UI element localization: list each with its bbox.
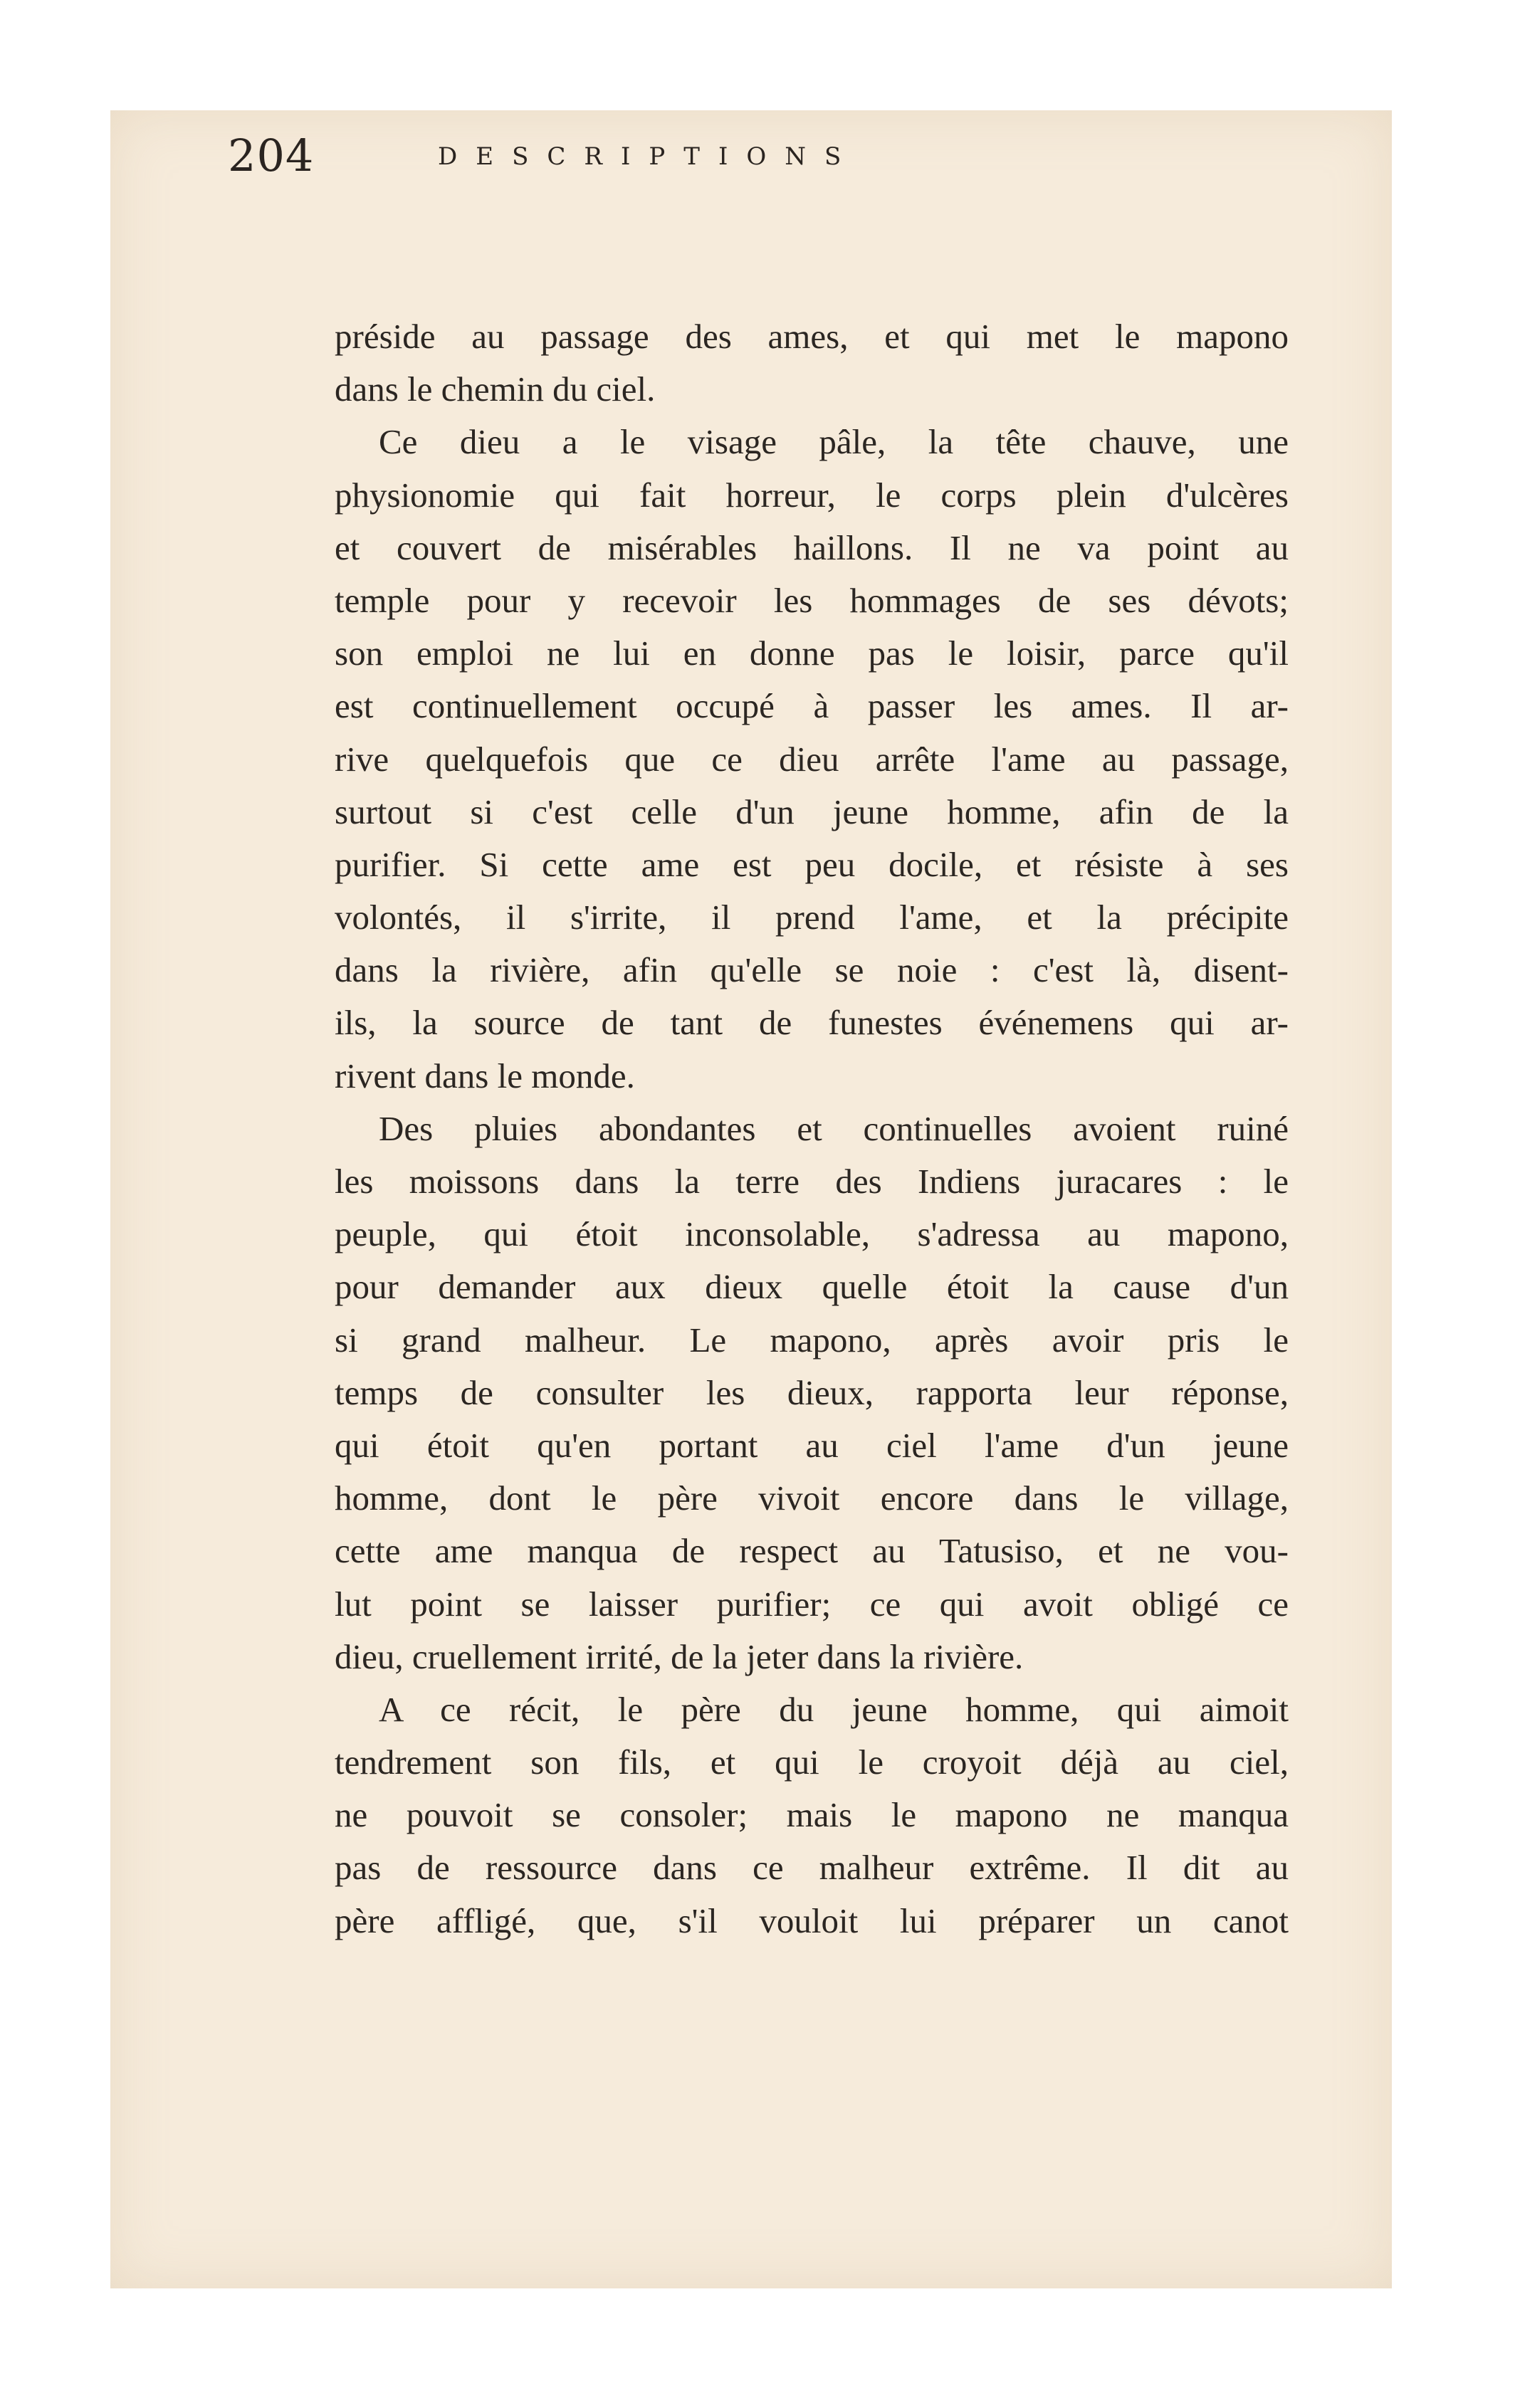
text-line: rive quelquefois que ce dieu arrête l'ame au passage, bbox=[335, 739, 1289, 779]
text-line: Des pluies abondantes et continuelles avoient ruiné bbox=[379, 1108, 1289, 1148]
text-line: ils, la source de tant de funestes événemens qui ar- bbox=[335, 1003, 1289, 1043]
text-line: Ce dieu a le visage pâle, la tête chauve, une bbox=[379, 422, 1289, 462]
text-line: homme, dont le père vivoit encore dans le village, bbox=[335, 1478, 1289, 1518]
text-line: est continuellement occupé à passer les ames. Il ar- bbox=[335, 686, 1289, 726]
text-line: dans le chemin du ciel. bbox=[335, 369, 656, 409]
text-line: pour demander aux dieux quelle étoit la cause d'un bbox=[335, 1267, 1289, 1307]
text-line: pas de ressource dans ce malheur extrême. Il dit au bbox=[335, 1848, 1289, 1888]
text-line: son emploi ne lui en donne pas le loisir, parce qu'il bbox=[335, 633, 1289, 673]
text-line: et couvert de misérables haillons. Il ne va point au bbox=[335, 527, 1289, 567]
running-head: DESCRIPTIONS bbox=[438, 142, 860, 171]
text-line: cette ame manqua de respect au Tatusiso, et ne vou- bbox=[335, 1531, 1289, 1571]
text-line: qui étoit qu'en portant au ciel l'ame d'un jeune bbox=[335, 1425, 1289, 1465]
text-line: tendrement son fils, et qui le croyoit déjà au ciel, bbox=[335, 1742, 1289, 1782]
text-line: ne pouvoit se consoler; mais le mapono ne manqua bbox=[335, 1795, 1289, 1835]
text-line: A ce récit, le père du jeune homme, qui aimoit bbox=[379, 1689, 1289, 1729]
text-line: dans la rivière, afin qu'elle se noie : c'est là, disent- bbox=[335, 950, 1289, 990]
text-line: rivent dans le monde. bbox=[335, 1056, 635, 1095]
text-line: peuple, qui étoit inconsolable, s'adressa au mapono, bbox=[335, 1214, 1289, 1254]
text-line: volontés, il s'irrite, il prend l'ame, et la précipite bbox=[335, 898, 1289, 937]
body-text bbox=[335, 310, 1289, 1947]
text-line: surtout si c'est celle d'un jeune homme, afin de la bbox=[335, 792, 1289, 831]
text-line: si grand malheur. Le mapono, après avoir pris le bbox=[335, 1320, 1289, 1360]
text-line: lut point se laisser purifier; ce qui avoit obligé ce bbox=[335, 1584, 1289, 1624]
page-header bbox=[228, 130, 1196, 194]
text-line: temple pour y recevoir les hommages de ses dévots; bbox=[335, 580, 1289, 620]
text-line: purifier. Si cette ame est peu docile, et résiste à ses bbox=[335, 844, 1289, 884]
page-number: 204 bbox=[228, 130, 315, 182]
text-line: préside au passage des ames, et qui met le mapono bbox=[335, 317, 1289, 356]
text-line: physionomie qui fait horreur, le corps plein d'ulcères bbox=[335, 475, 1289, 515]
text-line: dieu, cruellement irrité, de la jeter dans la rivière. bbox=[335, 1636, 1024, 1676]
text-line: temps de consulter les dieux, rapporta leur réponse, bbox=[335, 1372, 1289, 1412]
text-line: les moissons dans la terre des Indiens juracares : le bbox=[335, 1162, 1289, 1201]
text-line: père affligé, que, s'il vouloit lui préparer un canot bbox=[335, 1900, 1289, 1940]
